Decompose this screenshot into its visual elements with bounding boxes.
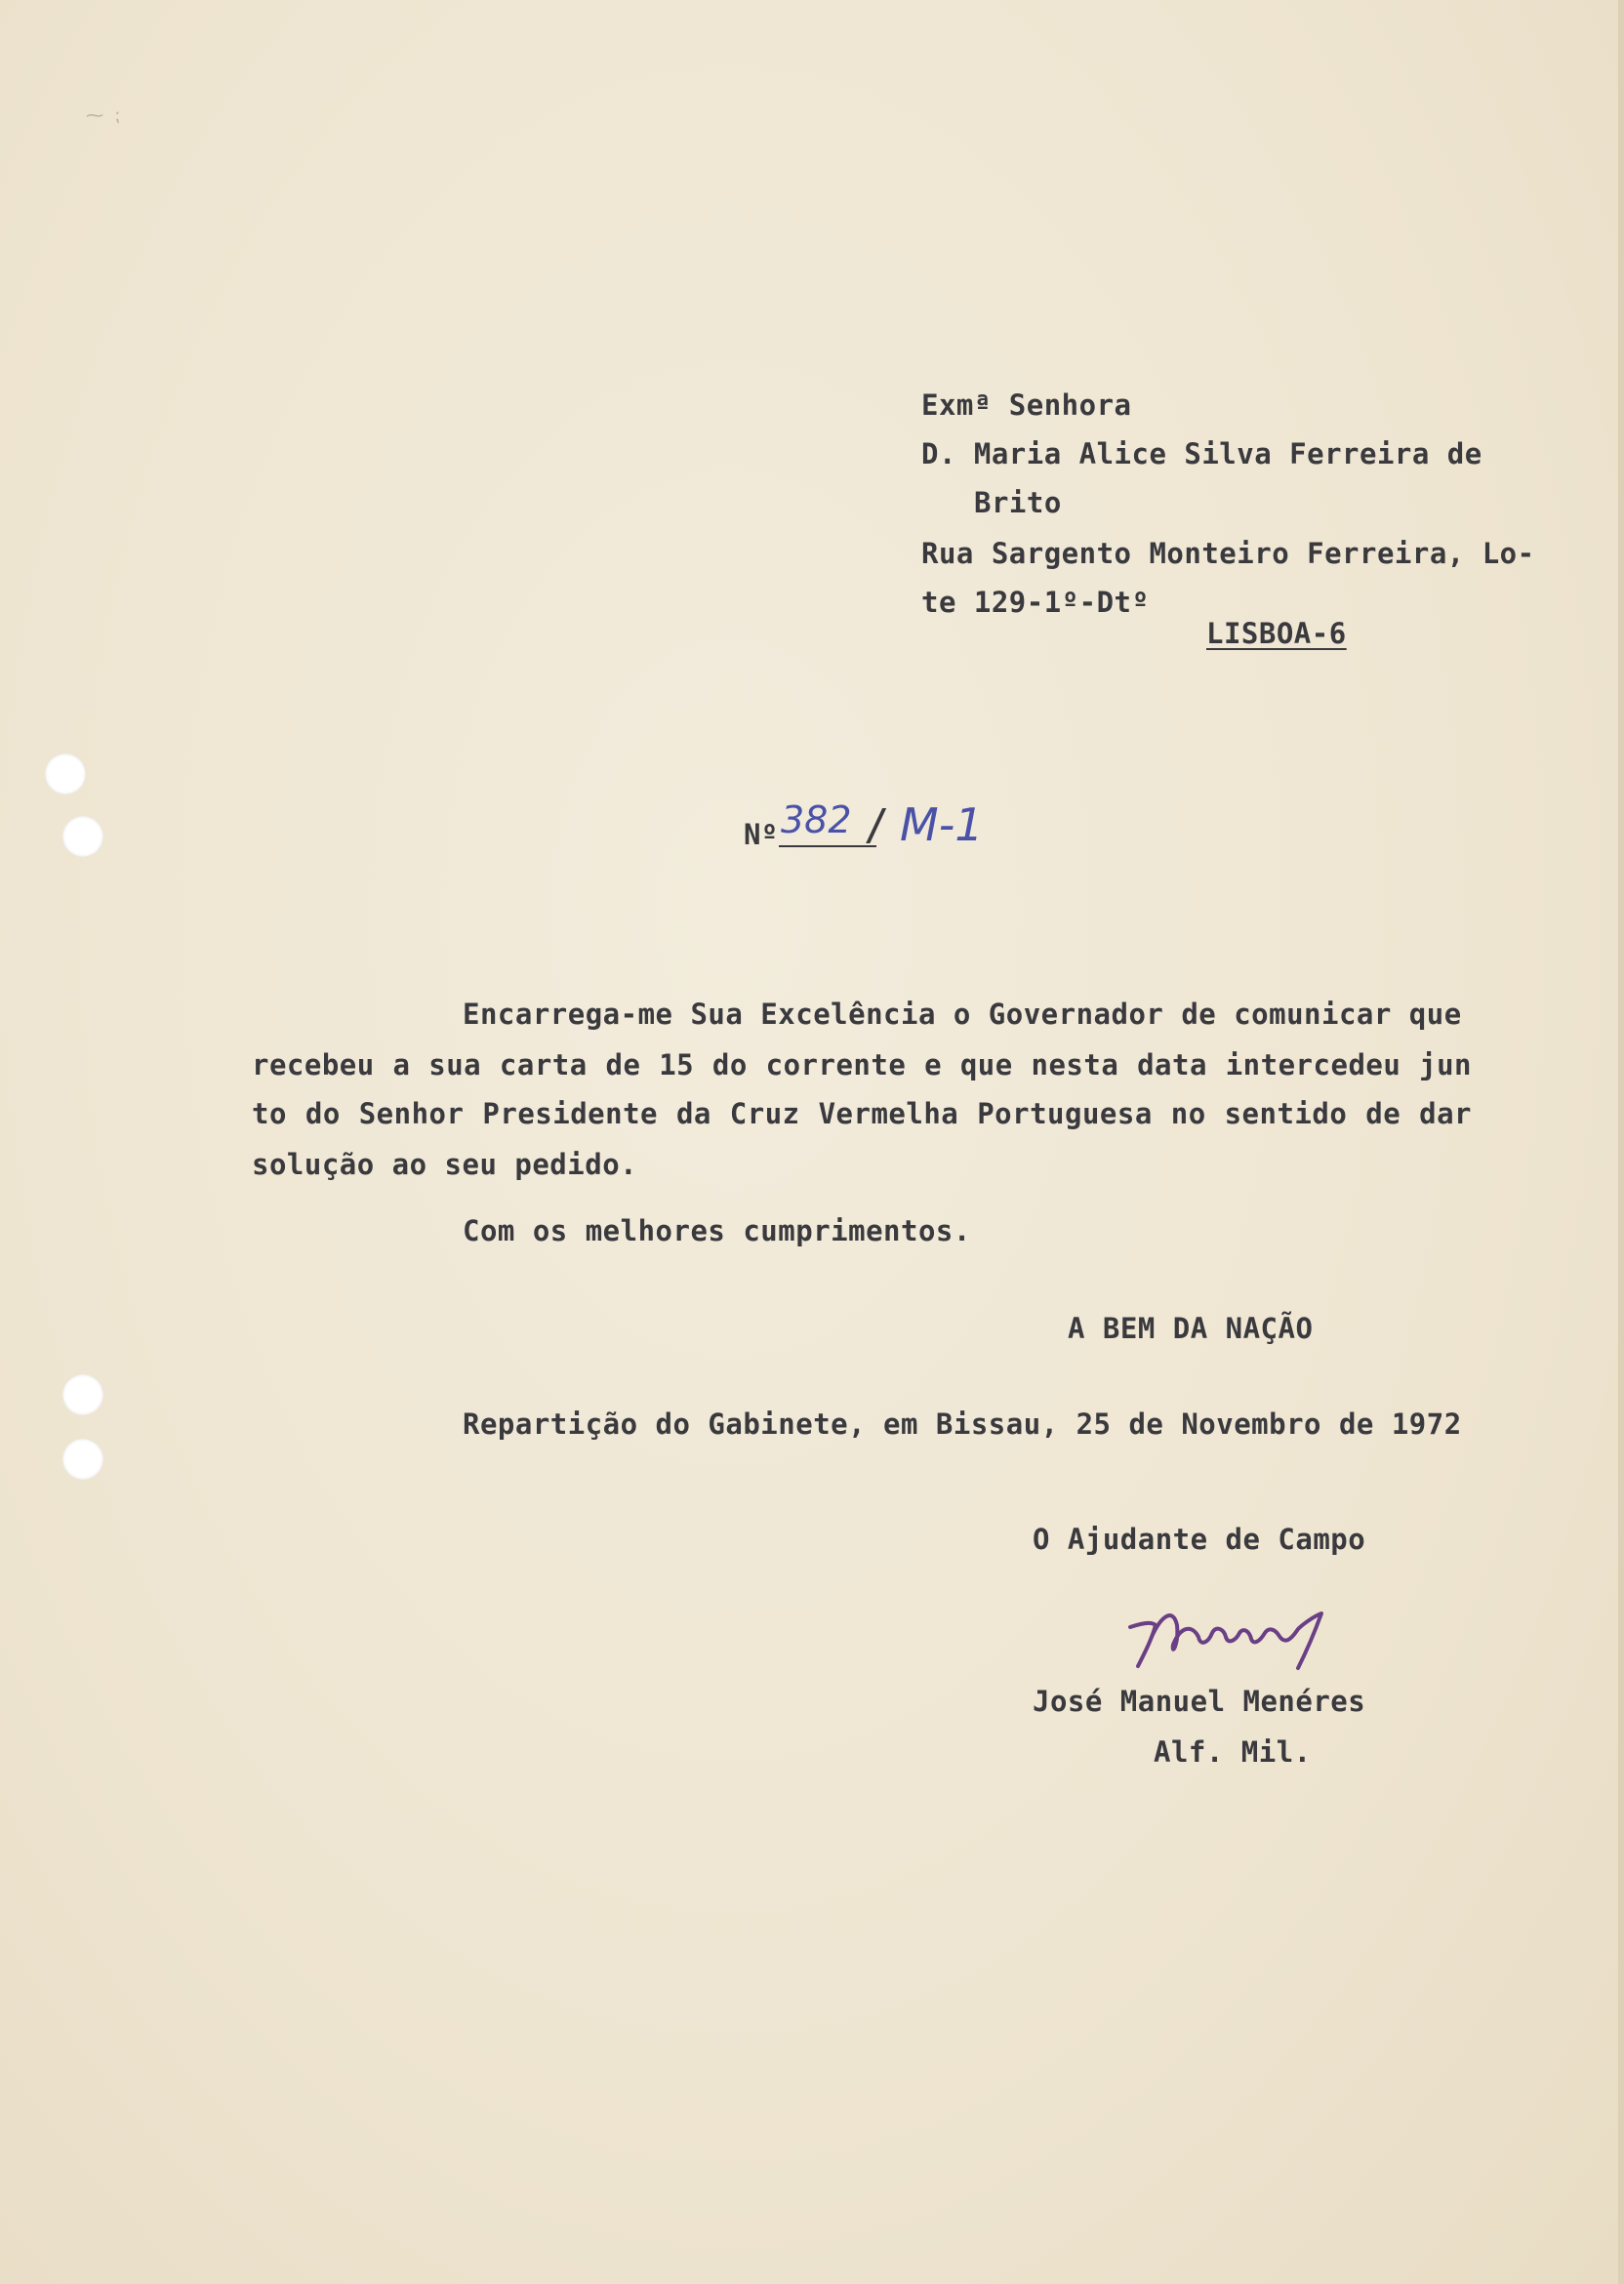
body-line-1: Encarrega-me Sua Excelência o Governador de comunicar que [463, 998, 1462, 1031]
recipient-name-line2: Brito [974, 486, 1062, 519]
punch-hole-3 [62, 1374, 103, 1415]
place-and-date: Repartição do Gabinete, em Bissau, 25 de Novembro de 1972 [463, 1407, 1462, 1441]
reference-suffix-handwritten: M-1 [900, 798, 984, 851]
body-line-4: solução ao seu pedido. [252, 1148, 638, 1181]
reference-number-handwritten: 382 [781, 798, 852, 841]
reference-underline [779, 845, 876, 847]
ink-smudge: ⁓ ⁏ [86, 105, 120, 126]
motto: A BEM DA NAÇÃO [1068, 1312, 1314, 1345]
recipient-name-line1: D. Maria Alice Silva Ferreira de [921, 437, 1482, 470]
reference-slash: / [864, 800, 890, 850]
recipient-salutation: Exmª Senhora [921, 388, 1132, 422]
closing-line: Com os melhores cumprimentos. [463, 1214, 971, 1247]
body-line-3: to do Senhor Presidente da Cruz Vermelha Portuguesa no sentido de dar [252, 1097, 1472, 1130]
recipient-city: LISBOA-6 [1206, 617, 1347, 650]
handwritten-signature [1122, 1586, 1376, 1684]
paper-edge [1618, 0, 1624, 2284]
reference-label: Nº [744, 818, 778, 851]
recipient-address-line2: te 129-1º-Dtº [921, 586, 1150, 619]
signatory-role: O Ajudante de Campo [1033, 1523, 1366, 1556]
punch-hole-2 [62, 816, 103, 857]
signatory-rank: Alf. Mil. [1154, 1735, 1312, 1769]
body-line-2: recebeu a sua carta de 15 do corrente e que nesta data intercedeu jun [252, 1048, 1472, 1081]
recipient-address-line1: Rua Sargento Monteiro Ferreira, Lo- [921, 537, 1535, 570]
signatory-name: José Manuel Menéres [1033, 1685, 1366, 1718]
punch-hole-4 [62, 1439, 103, 1480]
punch-hole-1 [45, 754, 86, 795]
